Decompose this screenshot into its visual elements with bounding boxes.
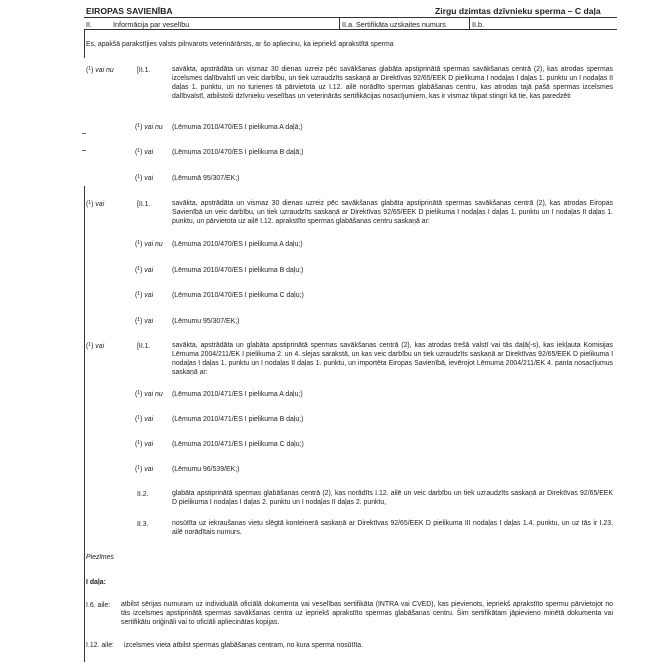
ii2-code: II.2. <box>137 491 149 498</box>
left-rule-top <box>84 30 85 58</box>
note-i12-label: I.12. aile: <box>86 642 114 649</box>
block-3-sub-2-marker: ($^1$) vai <box>135 415 154 423</box>
certificate-ref-label: II.a. Sertifikāta uzskaites numurs <box>342 20 446 29</box>
section-title: Informācija par veselību <box>113 20 190 29</box>
block-3-sub-4-text: (Lēmumu 96/539/EK;) <box>172 466 240 473</box>
block-3-sub-2-text: (Lēmuma 2010/471/ES I pielikuma B daļu;) <box>172 416 304 423</box>
block-3-text: savākta, apstrādāta un glabāta apstiprinātā spermas savākšanas centrā (2), kas atrodas trešā valstī vai tās daļā(-s), kas iekļauta Komisijas Lēmuma 2004/211/EK I pielikuma 2. un 4. slejas sarakstā, un kas veic darbību un tiek uzraudzīts saskaņā ar Direktīvas 92/65/EEK D pielikuma I nodaļas I daļas 1. punktu un I nodaļas II daļas 1. punktu, un importēta Eiropas Savienībā, ievērojot Lēmuma 2004/211/EK 4. panta nosacījumus saskaņā ar: <box>172 342 613 376</box>
section-number: II. <box>86 20 92 29</box>
block-1-sub-3-marker: ($^1$) vai <box>135 174 154 182</box>
margin-mark <box>82 133 86 134</box>
block-1-sub-1-text: (Lēmuma 2010/470/ES I pielikuma A daļā;) <box>172 124 303 131</box>
ii3-code: II.3. <box>137 521 149 528</box>
block-2-sub-2-marker: ($^1$) vai <box>135 266 154 274</box>
left-rule-bottom <box>84 186 85 662</box>
header-union: EIROPAS SAVIENĪBA <box>86 6 173 16</box>
block-2-sub-2-text: (Lēmuma 2010/470/ES I pielikuma B daļu;) <box>172 267 304 274</box>
block-3-code: [II.1. <box>137 343 151 350</box>
note-i12-text: izcelsmes vieta atbilst spermas glabāšanas centram, no kura sperma nosūtīta. <box>124 642 363 649</box>
notes-part-heading: I daļa: <box>86 579 106 586</box>
section-divider-1 <box>339 18 340 30</box>
block-2-code: [II.1. <box>137 201 151 208</box>
block-3-sub-3-text: (Lēmuma 2010/471/ES I pielikuma C daļu;) <box>172 441 304 448</box>
block-1-text: savākta, apstrādāta un vismaz 30 dienas uzreiz pēc savākšanas glabāta apstiprinātā spermas savākšanas centrā (2), kas atrodas spermas izcelsmes dalībvalstī un veic darbību, un tiek uzraudzīts saskaņā ar Direktīvas 92/65/EEK D pielikuma I nodaļas I daļas 1. punktu un I nodaļas II daļas 1. punktu, un no turienes tā pārvietota uz I.12. ailē norādīto spermas glabāšanas centru, kas atrodas tajā pašā spermas izcelsmes dalībvalstī, atbilstoši dzīvnieku veselības un veterinārās sertifikācijas nosacījumiem, kas ir vismaz tikpat stingri kā tie, kas paredzēti <box>172 66 613 100</box>
ii3-text: nosūtīta uz iekraušanas vietu slēgtā konteinerā saskaņā ar Direktīvas 92/65/EEK D pielikuma III nodaļas I daļas 1.4. punktu, un uz tās ir I.23. ailē norādītais numurs. <box>172 520 613 536</box>
block-2-sub-3-marker: ($^1$) vai <box>135 291 154 299</box>
block-3-sub-1-marker: ($^1$) vai nu <box>135 390 163 398</box>
footnote-ref: 1 <box>88 66 92 72</box>
block-2-sub-1-text: (Lēmuma 2010/470/ES I pielikuma A daļu;) <box>172 241 303 248</box>
block-2-sub-1-marker: ($^1$) vai nu <box>135 240 163 248</box>
header-title: Zirgu dzimtas dzīvnieku sperma – C daļa <box>435 6 601 16</box>
block-1-sub-1-marker: ($^1$) vai nu <box>135 123 163 131</box>
notes-heading: Piezīmes <box>86 554 114 561</box>
block-1-sub-3-text: (Lēmumā 95/307/EK;) <box>172 175 240 182</box>
note-i6-text: atbilst sērijas numuram uz individuālā oficiālā dokumenta vai veselības sertifikāta (INTRA vai CVED), kas pievienots, iepriekš aprakstīto spermu pārvietojot no tās izcelsmes apstiprinātā spermas savākšanas centra uz iepriekš aprakstīto spermas glabāšanas centru. Šim sertifikātam jāpievieno minētā dokumenta vai sertifikātu oriģināli vai to oficiāli apliecinātas kopijas. <box>121 601 613 626</box>
block-1-code: [II.1. <box>137 67 151 74</box>
block-3-marker: ($^1$) vai <box>86 342 105 350</box>
note-i6-label: I.6. aile: <box>86 602 111 609</box>
block-3-sub-1-text: (Lēmuma 2010/471/ES I pielikuma A daļu;) <box>172 391 303 398</box>
ii2-text: glabāta apstiprinātā spermas glabāšanas centrā (2), kas norādīts I.12. ailē un veic darbību un tiek uzraudzīts saskaņā ar Direktīvas 92/65/EEK D pielikuma I nodaļas I daļas 2. punktu un I nodaļas II daļas 2. punktu, <box>172 490 613 506</box>
intro-statement: Es, apakšā parakstījies valsts pilnvarots veterinārārsts, ar šo apliecinu, ka iepriekš aprakstītā sperma <box>86 41 394 48</box>
block-3-sub-3-marker: ($^1$) vai <box>135 440 154 448</box>
margin-mark <box>82 150 86 151</box>
block-2-sub-4-marker: ($^1$) vai <box>135 317 154 325</box>
block-3-sub-4-marker: ($^1$) vai <box>135 465 154 473</box>
block-2-sub-3-text: (Lēmuma 2010/470/ES I pielikuma C daļu;) <box>172 292 304 299</box>
header-rule <box>84 17 617 18</box>
block-1-sub-2-marker: ($^1$) vai <box>135 148 154 156</box>
block-1-sub-2-text: (Lēmuma 2010/470/ES I pielikuma B daļā;) <box>172 149 304 156</box>
iib-label: II.b. <box>472 20 484 29</box>
section-rule-bottom <box>84 29 617 30</box>
section-divider-2 <box>469 18 470 30</box>
block-2-sub-4-text: (Lēmumu 95/307/EK;) <box>172 318 240 325</box>
block-1-marker: ($^1$) vai nu <box>86 66 114 74</box>
block-2-marker: ($^1$) vai <box>86 200 105 208</box>
block-2-text: savākta, apstrādāta un vismaz 30 dienas uzreiz pēc savākšanas glabāta apstiprinātā spermas savākšanas centrā (2), kas atrodas Eiropas Savienībā un veic darbību, un tiek uzraudzīts saskaņā ar Direktīvas 92/65/EEK D pielikuma I nodaļas I daļas 1. punktu un I nodaļas II daļas 1. punktu, un pārvietota uz ailē I.12. aprakstīto spermas glabāšanas centru saskaņā ar: <box>172 200 613 225</box>
